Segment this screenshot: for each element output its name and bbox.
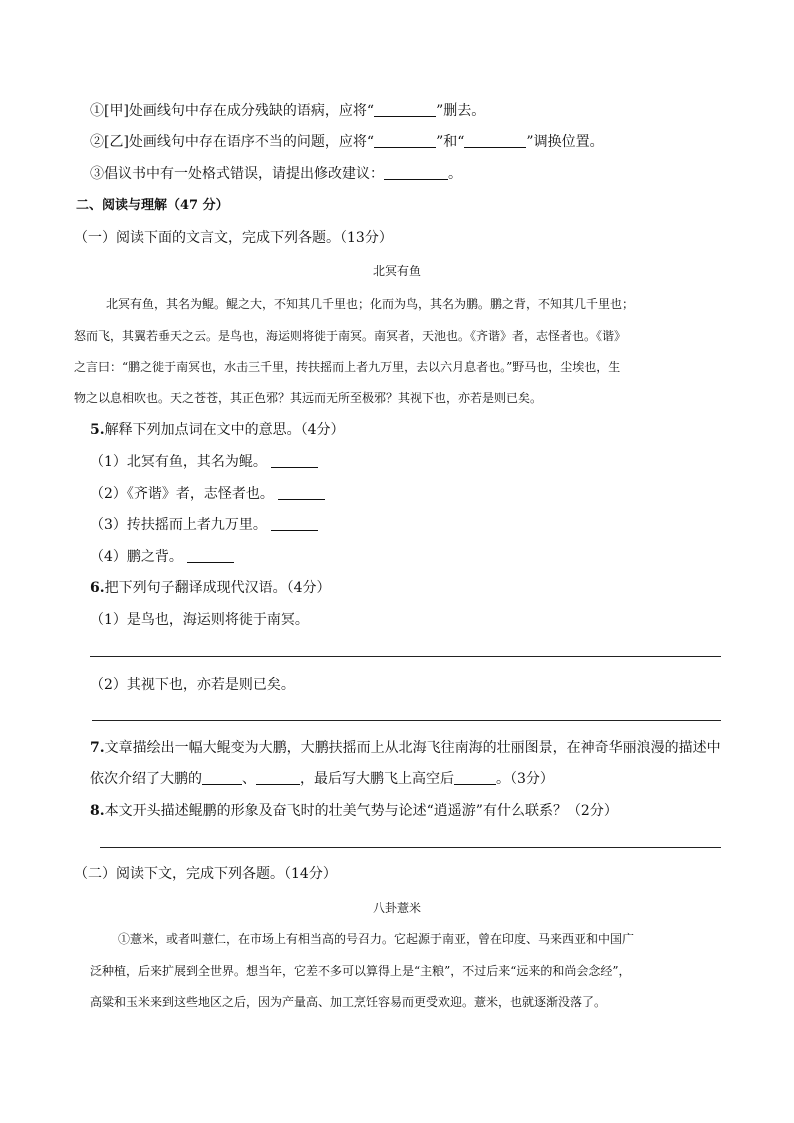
question-7-line1 xyxy=(90,738,721,758)
answer-blank[interactable] xyxy=(256,770,300,785)
section-heading: 二、阅读与理解（47 分） xyxy=(76,198,229,213)
q1-text-pre: ①[甲]处画线句中存在成分残缺的语病，应将“ xyxy=(90,103,375,119)
q5-item-3 xyxy=(90,515,318,535)
q2-text-mid: ”和“ xyxy=(436,134,465,150)
answer-blank[interactable] xyxy=(278,485,325,500)
q1-text-post: ”删去。 xyxy=(436,103,486,119)
question-text: 、 xyxy=(242,771,256,787)
passage-line: 之言曰：“鹏之徙于南冥也，水击三千里，抟扶摇而上者九万里，去以六月息者也。”野马也，尘埃也，生 xyxy=(74,360,621,374)
question-text: 解释下列加点词在文中的意思。（4分） xyxy=(104,422,345,438)
passage-line: 泛种植，后来扩展到全世界。想当年，它差不多可以算得上是“主粮”，不过后来“远来的和尚会念经”， xyxy=(90,964,631,978)
q3-text-pre: ③倡议书中有一处格式错误，请提出修改建议： xyxy=(90,166,384,182)
passage-line: ①薏米，或者叫薏仁，在市场上有相当高的号召力。它起源于南亚，曾在印度、马来西亚和中国广 xyxy=(118,932,635,946)
answer-blank[interactable] xyxy=(384,165,448,180)
passage-title: 八卦薏米 xyxy=(372,901,421,915)
question-number: 6. xyxy=(90,580,105,596)
passage-line: 怒而飞，其翼若垂天之云。是鸟也，海运则将徙于南冥。南冥者，天池也。《齐谐》者，志怪者也。《谐》 xyxy=(74,329,627,343)
q6-item-2: （2）其视下也，亦若是则已矣。 xyxy=(90,677,295,693)
answer-blank[interactable] xyxy=(271,516,318,531)
answer-line[interactable] xyxy=(90,656,721,657)
passage-line: 高粱和玉米来到这些地区之后，因为产量高、加工烹饪容易而更受欢迎。薏米，也就逐渐没落了。 xyxy=(90,995,607,1009)
question-number: 5. xyxy=(90,422,105,438)
item-text: （1）北冥有鱼，其名为鲲。 xyxy=(90,454,267,470)
question-text: 把下列句子翻译成现代汉语。（4分） xyxy=(104,580,331,596)
answer-line[interactable] xyxy=(92,720,721,721)
part2-intro: （二）阅读下文，完成下列各题。（14分） xyxy=(74,866,337,882)
question-text: ，最后写大鹏飞上高空后 xyxy=(300,771,454,787)
q5-item-2 xyxy=(90,484,325,504)
question-blank-2 xyxy=(90,132,604,152)
q5-item-1 xyxy=(90,452,318,472)
question-number: 7. xyxy=(90,740,105,756)
item-text: （2）《齐谐》者，志怪者也。 xyxy=(90,486,274,502)
answer-blank[interactable] xyxy=(464,133,526,148)
question-text: 文章描绘出一幅大鲲变为大鹏，大鹏扶摇而上从北海飞往南海的壮丽图景，在神奇华丽浪漫的描述中 xyxy=(104,740,721,756)
passage-title: 北冥有鱼 xyxy=(372,264,421,278)
question-8-stem xyxy=(90,801,618,821)
q2-text-pre: ②[乙]处画线句中存在语序不当的问题，应将“ xyxy=(90,134,375,150)
question-text: 依次介绍了大鹏的 xyxy=(90,771,202,787)
passage-line: 物之以息相吹也。天之苍苍，其正色邪？其远而无所至极邪？其视下也，亦若是则已矣。 xyxy=(74,391,543,405)
question-5-stem xyxy=(90,420,345,440)
answer-blank[interactable] xyxy=(271,453,318,468)
q2-text-post: ”调换位置。 xyxy=(526,134,604,150)
answer-blank[interactable] xyxy=(374,133,436,148)
part1-intro: （一）阅读下面的文言文，完成下列各题。（13分） xyxy=(74,230,393,246)
q5-item-4 xyxy=(90,547,234,567)
answer-blank[interactable] xyxy=(454,770,496,785)
question-6-stem xyxy=(90,578,331,598)
question-7-line2 xyxy=(90,769,554,789)
answer-blank[interactable] xyxy=(187,548,234,563)
question-text: 本文开头描述鲲鹏的形象及奋飞时的壮美气势与论述“逍遥游”有什么联系？（2分） xyxy=(104,803,618,819)
q6-item-1: （1）是鸟也，海运则将徙于南冥。 xyxy=(90,612,309,628)
answer-blank[interactable] xyxy=(202,770,242,785)
answer-line[interactable] xyxy=(100,847,721,848)
answer-blank[interactable] xyxy=(374,102,436,117)
question-blank-3 xyxy=(90,164,462,184)
item-text: （3）抟扶摇而上者九万里。 xyxy=(90,517,267,533)
q3-text-post: 。 xyxy=(448,166,462,182)
question-text: 。（3分） xyxy=(496,771,554,787)
passage-line: 北冥有鱼，其名为鲲。鲲之大，不知其几千里也；化而为鸟，其名为鹏。鹏之背，不知其几千里也； xyxy=(106,297,635,311)
question-blank-1 xyxy=(90,101,485,121)
question-number: 8. xyxy=(90,803,105,819)
item-text: （4）鹏之背。 xyxy=(90,549,183,565)
